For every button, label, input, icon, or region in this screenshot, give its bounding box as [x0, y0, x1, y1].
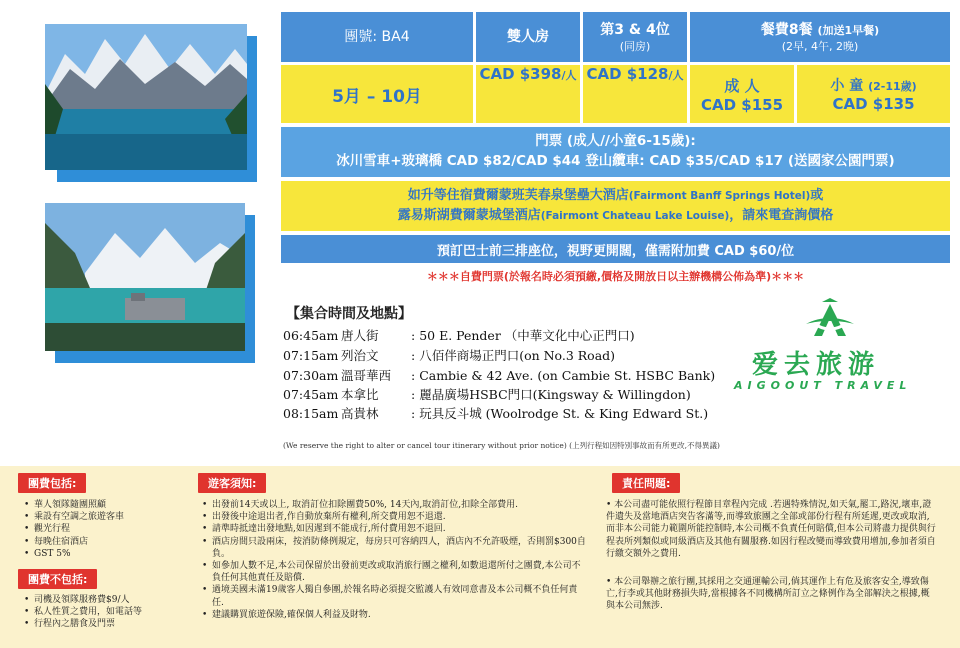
aigoout-logo	[734, 296, 940, 396]
liability-paragraph-2: • 本公司舉辦之旅行團,其採用之交通運輸公司,倘其運作上有危及旅客安全,導致傷亡,行李或其他財務損失時,當根據各不同機構所訂立之條例作為全部解決之根據,概與本公司無涉.	[606, 577, 930, 612]
list-item: • 每晚住宿酒店	[22, 536, 192, 548]
moraine-lake-photo	[45, 24, 247, 170]
meeting-time: 07:30am	[283, 368, 339, 383]
included-list	[22, 499, 192, 560]
meeting-time: 08:15am	[283, 406, 339, 421]
tour-code-cell	[281, 12, 473, 62]
front-seat-text: 預訂巴士前三排座位，視野更開闊，僅需附加費 CAD $60/位	[436, 243, 795, 259]
list-item: • GST 5%	[22, 548, 192, 560]
meeting-row: 06:45am 唐人街 : 50 E. Pender （中華文化中心正門口)	[283, 328, 635, 343]
meeting-time: 07:15am	[283, 348, 339, 363]
logo-chinese-name: 爱去旅游	[752, 350, 881, 380]
notes-list	[200, 499, 588, 621]
child-price: CAD $135	[832, 95, 915, 113]
meeting-time: 06:45am	[283, 328, 339, 343]
upgrade-line2-b: (Fairmont Chateau Lake Louise)	[540, 210, 730, 222]
list-item: • 如參加人數不足,本公司保留於出發前更改或取消旅行團之權利,如數退還所付之團費,本公司不負任何其他責任及賠償.	[200, 560, 588, 584]
child-age: (2-11歲)	[868, 80, 917, 93]
meeting-address: 八佰伴商場正門口(on No.3 Road)	[419, 348, 616, 363]
list-item: • 行程內之膳食及門票	[22, 618, 192, 630]
upgrade-line2-c: ，請來電查詢價格	[729, 208, 834, 223]
list-item: • 私人性質之費用，如電話等	[22, 606, 192, 618]
notes-tag: 遊客須知:	[198, 473, 266, 493]
child-label: 小 童	[830, 78, 864, 94]
adult-label: 成 人	[724, 76, 760, 95]
upgrade-line2-a: 露易斯湖費爾蒙城堡酒店	[397, 208, 541, 223]
list-item: • 出發前14天或以上, 取消訂位扣除團費50%, 14天內,取消訂位,扣除全部費用.	[200, 499, 588, 511]
upgrade-line1-c: 或	[810, 188, 824, 203]
list-item: • 請準時抵達出發地點,如因遲到不能成行,所付費用恕不退回.	[200, 523, 588, 535]
meeting-row: 07:30am 溫哥華西 : Cambie & 42 Ave. (on Cambie St. HSBC Bank)	[283, 368, 716, 383]
meals-bonus: (加送1早餐)	[817, 23, 880, 37]
tickets-title: 門票 (成人//小童6-15歲):	[535, 133, 696, 149]
meals-title: 餐費8餐	[760, 21, 813, 38]
meeting-row: 07:15am 列治文 : 八佰伴商場正門口(on No.3 Road)	[283, 348, 616, 363]
logo-english-name: AIGOOUT TRAVEL	[734, 379, 912, 392]
list-item: • 乘設有空調之旅遊客車	[22, 511, 192, 523]
excluded-list	[22, 594, 192, 631]
double-price-cell	[476, 65, 580, 123]
third-fourth-note: (同房)	[619, 39, 651, 53]
adult-price: CAD $155	[700, 95, 784, 114]
child-meal-cell	[797, 65, 950, 123]
double-price: CAD $398	[479, 65, 562, 83]
third-fourth-label: 第3 & 4位	[600, 21, 670, 38]
meeting-row: 08:15am 高貴林 : 玩具反斗城 (Woolrodge St. & King Edward St.)	[283, 406, 709, 421]
meals-cell	[690, 12, 950, 62]
meeting-place: 本拿比	[341, 387, 379, 402]
tour-code: 團號: BA4	[344, 29, 410, 45]
upgrade-line1-a: 如升等住宿費爾蒙班芙春泉堡壘大酒店	[407, 188, 629, 203]
upgrade-line1-b: (Fairmont Banff Springs Hotel)	[628, 190, 811, 202]
list-item: • 酒店房間只設兩床，按消防條例規定，每房只可容納四人，酒店內不允許吸煙，否則罰$300自負。	[200, 536, 588, 560]
lake-louise-photo	[45, 203, 245, 351]
list-item: • 過境美國未滿19歲客人獨自參團,於報名時必須提交監護人有效同意書及本公司概不負任何責任.	[200, 584, 588, 608]
liability-tag: 責任問題:	[612, 473, 680, 493]
excluded-tag: 團費不包括:	[18, 569, 97, 589]
meeting-place: 列治文	[341, 348, 379, 363]
hotel-upgrade-bar	[281, 181, 950, 231]
meeting-place: 高貴林	[341, 406, 379, 421]
period-cell	[281, 65, 473, 123]
aigoout-logo-mark-icon	[800, 296, 860, 342]
extra-price-cell	[583, 65, 687, 123]
meeting-time: 07:45am	[283, 387, 339, 402]
list-item: • 建議購買旅遊保險,確保個人利益及財物.	[200, 609, 588, 621]
meals-detail: (2早, 4午, 2晚)	[781, 39, 859, 53]
included-tag: 團費包括:	[18, 473, 86, 493]
itinerary-disclaimer: (We reserve the right to alter or cancel tour itinerary without prior notice) (上列行程如因特別事故而有所更改,不得異議)	[283, 441, 720, 450]
meeting-address: 50 E. Pender （中華文化中心正門口)	[419, 328, 635, 343]
self-pay-notice: ＊＊＊自費門票(於報名時必須預繳,價格及開放日以主辦機構公佈為準)＊＊＊	[426, 270, 805, 283]
list-item: • 出發後中途退出者,作自動放棄所有權利,所交費用恕不退還.	[200, 511, 588, 523]
meeting-address: 玩具反斗城 (Woolrodge St. & King Edward St.)	[419, 406, 709, 421]
list-item: • 觀光行程	[22, 523, 192, 535]
room-type: 雙人房	[507, 29, 549, 45]
double-price-unit: /人	[561, 69, 577, 82]
meeting-row: 07:45am 本拿比 : 麗晶廣場HSBC門口(Kingsway & Willingdon)	[283, 387, 691, 402]
tickets-detail: 冰川雪車+玻璃橋 CAD $82/CAD $44 登山纜車: CAD $35/CAD $17 (送國家公園門票)	[336, 153, 895, 169]
extra-price: CAD $128	[586, 65, 669, 83]
meeting-title: 【集合時間及地點】	[286, 306, 412, 322]
meeting-address: 麗晶廣場HSBC門口(Kingsway & Willingdon)	[419, 387, 691, 402]
adult-meal-cell	[690, 65, 794, 123]
tickets-bar	[281, 127, 950, 177]
front-seat-bar	[281, 235, 950, 263]
list-item: • 華人領隊隨團照顧	[22, 499, 192, 511]
meeting-place: 唐人街	[341, 328, 379, 343]
liability-paragraph-1: • 本公司盡可能依照行程節目章程內完成 .若遇特殊情況,如天氣,罷工,路況,壞車,證件遺失及當地酒店突告客滿等,而導致旅團之全部或部份行程有所延遲,更改或取消,而非本公司能力範圍所能控制時,本公司概不負責任何賠償,但本公司將盡力提供與行程表所列類似或同級酒店及其他有關服務.如因行程改變而導致費用增加,參加者須自行繳交額外之費用.	[606, 500, 936, 559]
meeting-place: 溫哥華西	[341, 368, 392, 383]
room-type-cell	[476, 12, 580, 62]
third-fourth-cell	[583, 12, 687, 62]
travel-period: 5月 – 10月	[332, 86, 422, 107]
meeting-address: Cambie & 42 Ave. (on Cambie St. HSBC Bank)	[419, 368, 716, 383]
extra-price-unit: /人	[668, 69, 684, 82]
list-item: • 司機及領隊服務費$9/人	[22, 594, 192, 606]
